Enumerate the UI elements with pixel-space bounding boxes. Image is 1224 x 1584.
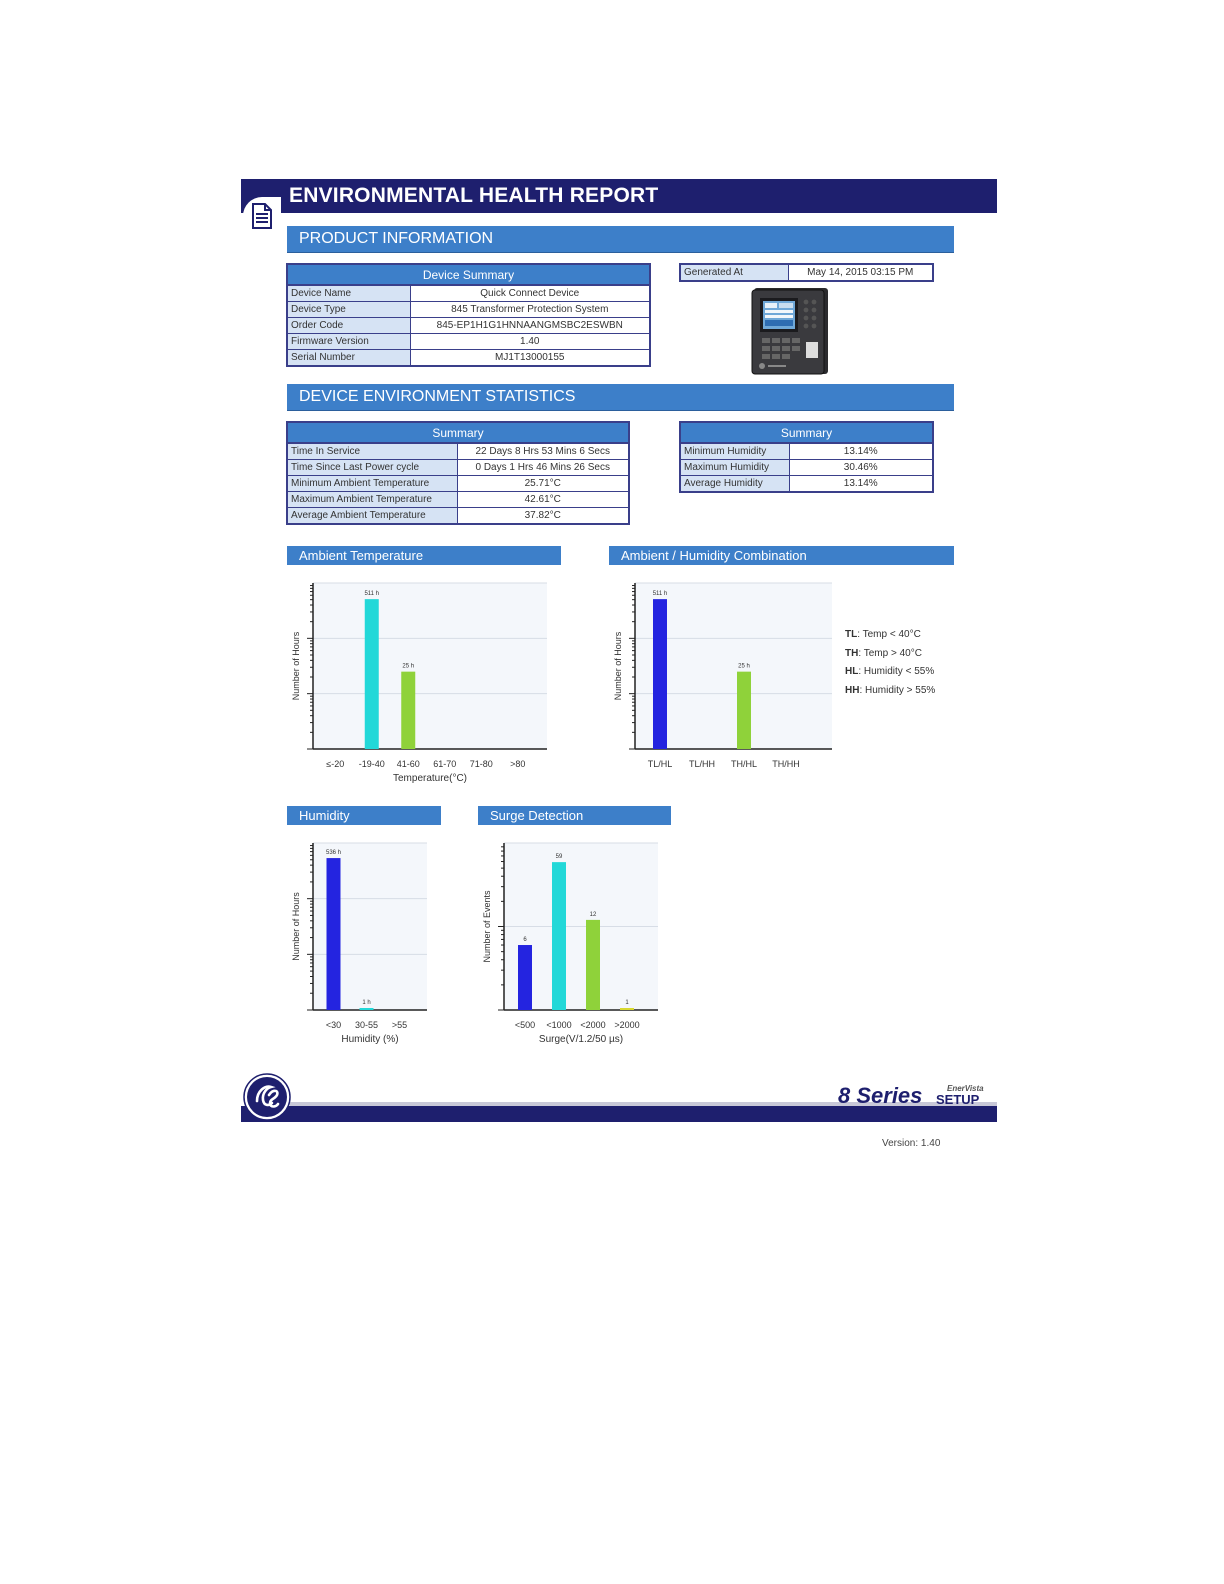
- table-row: [680, 460, 933, 476]
- data-label: 536 h: [325, 850, 342, 857]
- legend-item: [845, 645, 955, 664]
- table-row: [680, 443, 933, 460]
- x-tick-label: <30: [325, 1020, 342, 1030]
- min-humidity-value: 13.14%: [789, 443, 933, 460]
- bar: [518, 945, 532, 1010]
- x-tick-label: 30-55: [354, 1020, 379, 1030]
- x-tick-label: TL/HL: [647, 759, 673, 769]
- legend-text: : Humidity < 55%: [858, 666, 935, 677]
- x-tick-label: <2000: [580, 1020, 606, 1030]
- device-type-label: Device Type: [287, 302, 410, 318]
- device-name-value: Quick Connect Device: [410, 285, 650, 302]
- brand-setup-text: SETUP: [936, 1092, 980, 1107]
- data-label: 1: [625, 1000, 629, 1006]
- order-code-value: 845-EP1H1G1HNNAANGMSBC2ESWBN: [410, 318, 650, 334]
- product-information-heading: PRODUCT INFORMATION: [287, 226, 954, 253]
- document-icon: [243, 197, 281, 235]
- generated-at-label: Generated At: [680, 264, 788, 281]
- bar: [653, 599, 667, 749]
- time-since-power-cycle-label: Time Since Last Power cycle: [287, 460, 457, 476]
- humidity-summary-table: [679, 421, 934, 493]
- humidity-summary-title: Summary: [680, 422, 933, 443]
- table-row: [287, 492, 629, 508]
- legend-key: HL: [845, 666, 859, 677]
- legend-text: : Temp < 40°C: [857, 629, 921, 640]
- x-tick-label: TH/HL: [730, 759, 758, 769]
- bar: [552, 862, 566, 1010]
- data-label: 511 h: [364, 591, 380, 598]
- time-since-power-cycle-value: 0 Days 1 Hrs 46 Mins 26 Secs: [457, 460, 629, 476]
- max-humidity-value: 30.46%: [789, 460, 933, 476]
- device-environment-statistics-heading: DEVICE ENVIRONMENT STATISTICS: [287, 384, 954, 411]
- data-label: 12: [589, 911, 597, 918]
- max-ambient-temp-label: Maximum Ambient Temperature: [287, 492, 457, 508]
- time-in-service-value: 22 Days 8 Hrs 53 Mins 6 Secs: [457, 443, 629, 460]
- x-tick-label: ≤-20: [326, 759, 345, 769]
- y-axis-label: Number of Hours: [613, 631, 623, 701]
- y-axis-label: Number of Events: [482, 890, 492, 963]
- x-axis-label: Surge(V/1.2/50 µs): [538, 1034, 624, 1045]
- avg-ambient-temp-label: Average Ambient Temperature: [287, 508, 457, 525]
- x-tick-label: >80: [510, 759, 526, 769]
- y-axis-label: Number of Hours: [291, 631, 301, 701]
- min-ambient-temp-label: Minimum Ambient Temperature: [287, 476, 457, 492]
- table-row: [287, 302, 650, 318]
- x-tick-label: -19-40: [358, 759, 385, 769]
- legend-item: [845, 626, 955, 645]
- x-tick-label: 41-60: [396, 759, 420, 769]
- bar: [401, 672, 415, 749]
- table-row: [287, 508, 629, 525]
- time-in-service-label: Time In Service: [287, 443, 457, 460]
- generated-at-value: May 14, 2015 03:15 PM: [788, 264, 933, 281]
- table-row: [287, 334, 650, 350]
- table-row: [287, 443, 629, 460]
- bar: [327, 858, 341, 1010]
- bar: [620, 1008, 634, 1010]
- surge-detection-chart: [478, 835, 668, 1050]
- relay-device-image: [750, 286, 830, 376]
- brand-enervista-text: EnerVista: [947, 1084, 984, 1093]
- device-type-value: 845 Transformer Protection System: [410, 302, 650, 318]
- avg-humidity-label: Average Humidity: [680, 476, 789, 493]
- x-axis-label: Humidity (%): [341, 1034, 399, 1045]
- surge-detection-heading: Surge Detection: [478, 806, 671, 825]
- device-summary-title: Device Summary: [287, 264, 650, 285]
- table-row: [287, 476, 629, 492]
- bar: [365, 599, 379, 749]
- data-label: 25 h: [402, 663, 415, 670]
- legend-key: TL: [845, 629, 858, 640]
- table-row: [680, 264, 933, 281]
- x-tick-label: 71-80: [469, 759, 493, 769]
- bar: [586, 920, 600, 1010]
- ambient-humidity-combination-chart: [609, 575, 839, 775]
- max-humidity-label: Maximum Humidity: [680, 460, 789, 476]
- data-label: 511 h: [652, 591, 668, 598]
- plot-area: [313, 583, 547, 749]
- device-name-label: Device Name: [287, 285, 410, 302]
- table-row: [287, 318, 650, 334]
- table-row: [287, 350, 650, 367]
- version-text: Version: 1.40: [882, 1138, 941, 1149]
- min-ambient-temp-value: 25.71°C: [457, 476, 629, 492]
- legend-item: [845, 663, 955, 682]
- brand-series-text: 8 Series: [838, 1083, 923, 1108]
- legend-text: : Temp > 40°C: [858, 647, 922, 659]
- data-label: 6: [523, 937, 527, 944]
- ge-logo-icon: [243, 1073, 291, 1121]
- avg-humidity-value: 13.14%: [789, 476, 933, 493]
- report-title: ENVIRONMENTAL HEALTH REPORT: [289, 184, 659, 207]
- table-row: [287, 460, 629, 476]
- max-ambient-temp-value: 42.61°C: [457, 492, 629, 508]
- data-label: 25 h: [738, 663, 750, 670]
- bar: [360, 1008, 374, 1010]
- x-tick-label: TL/HH: [688, 759, 716, 769]
- ambient-temperature-chart: [287, 575, 557, 790]
- combination-legend: [845, 626, 955, 700]
- x-tick-label: <500: [514, 1020, 536, 1030]
- humidity-heading: Humidity: [287, 806, 441, 825]
- generated-at-table: [679, 263, 934, 282]
- firmware-version-value: 1.40: [410, 334, 650, 350]
- serial-number-label: Serial Number: [287, 350, 410, 367]
- ambient-humidity-combination-heading: Ambient / Humidity Combination: [609, 546, 954, 565]
- legend-text: : Humidity > 55%: [859, 684, 936, 696]
- temperature-summary-table: [286, 421, 630, 525]
- x-tick-label: TH/HH: [772, 759, 800, 769]
- temperature-summary-title: Summary: [287, 422, 629, 443]
- x-axis-label: Temperature(°C): [392, 773, 468, 784]
- order-code-label: Order Code: [287, 318, 410, 334]
- serial-number-value: MJ1T13000155: [410, 350, 650, 367]
- bar: [737, 672, 751, 749]
- min-humidity-label: Minimum Humidity: [680, 443, 789, 460]
- ambient-temperature-heading: Ambient Temperature: [287, 546, 561, 565]
- x-tick-label: >2000: [614, 1020, 640, 1030]
- device-summary-table: [286, 263, 651, 367]
- firmware-version-label: Firmware Version: [287, 334, 410, 350]
- data-label: 1 h: [362, 1000, 371, 1006]
- table-row: [287, 285, 650, 302]
- x-tick-label: 61-70: [433, 759, 457, 769]
- table-row: [680, 476, 933, 493]
- legend-key: TH: [845, 647, 859, 659]
- y-axis-label: Number of Hours: [291, 892, 301, 961]
- data-label: 59: [555, 854, 563, 861]
- x-tick-label: <1000: [546, 1020, 572, 1030]
- humidity-chart: [287, 835, 437, 1050]
- avg-ambient-temp-value: 37.82°C: [457, 508, 629, 525]
- x-tick-label: >55: [391, 1020, 408, 1030]
- legend-item: [845, 682, 955, 701]
- legend-key: HH: [845, 684, 860, 696]
